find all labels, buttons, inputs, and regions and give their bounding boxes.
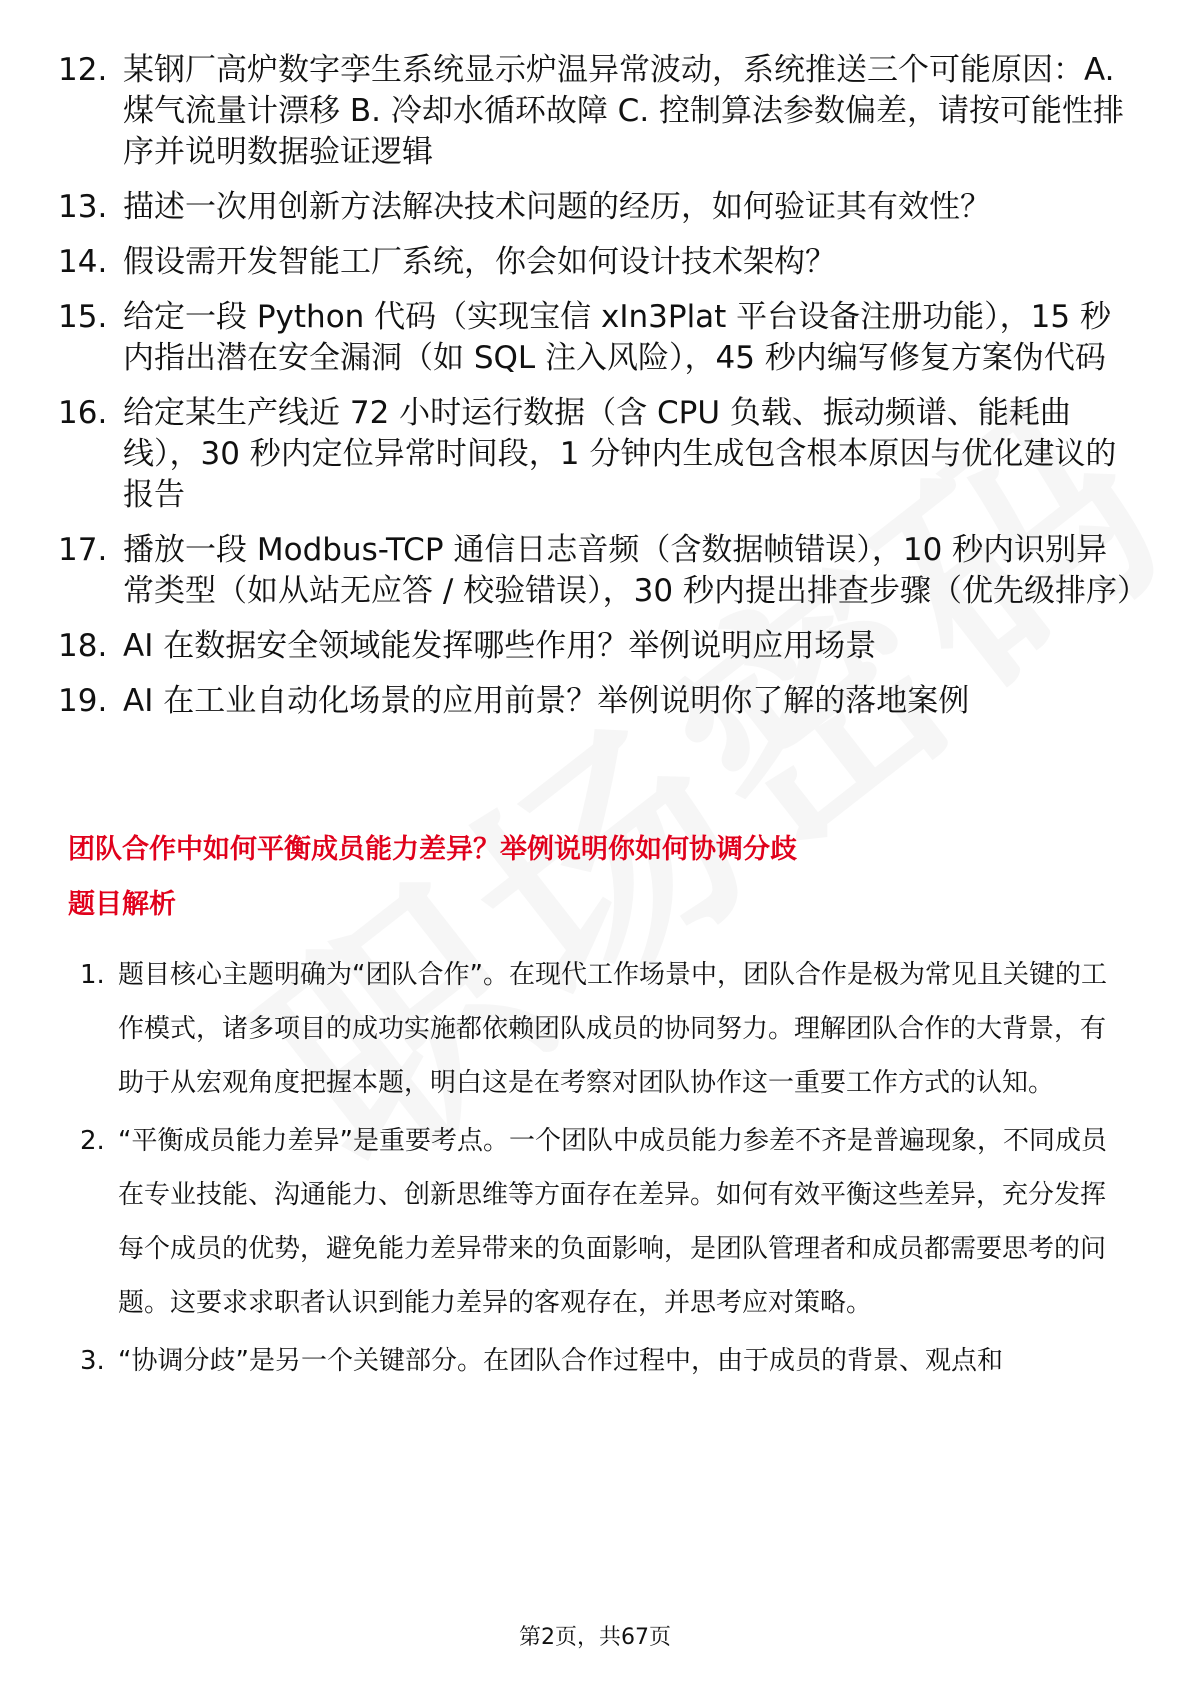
- question-heading: 团队合作中如何平衡成员能力差异？举例说明你如何协调分歧: [68, 834, 797, 865]
- question-text: 播放一段 Modbus-TCP 通信日志音频（含数据帧错误），10 秒内识别异常类型（如从站无应答 / 校验错误），30 秒内提出排查步骤（优先级排序）: [123, 532, 1148, 609]
- question-text: 描述一次用创新方法解决技术问题的经历，如何验证其有效性？: [123, 189, 991, 225]
- question-number: 15.: [58, 299, 108, 335]
- analysis-item: [80, 948, 1130, 1110]
- analysis-list: [80, 948, 1130, 1388]
- question-number: 12.: [58, 52, 108, 88]
- question-item: [58, 393, 1138, 516]
- question-number: 19.: [58, 683, 108, 719]
- question-text: 给定某生产线近 72 小时运行数据（含 CPU 负载、振动频谱、能耗曲线），30 秒内定位异常时间段，1 分钟内生成包含根本原因与优化建议的报告: [123, 395, 1117, 513]
- analysis-text: “协调分歧”是另一个关键部分。在团队合作过程中，由于成员的背景、观点和: [118, 1346, 1003, 1376]
- analysis-item: [80, 1334, 1130, 1388]
- question-number: 14.: [58, 244, 108, 280]
- page-number: 第2页，共67页: [519, 1625, 671, 1650]
- question-text: AI 在数据安全领域能发挥哪些作用？举例说明应用场景: [123, 628, 877, 664]
- question-item: [58, 50, 1138, 173]
- analysis-number: 2.: [80, 1126, 105, 1156]
- question-item: [58, 626, 1138, 667]
- question-text: 假设需开发智能工厂系统，你会如何设计技术架构？: [123, 244, 836, 280]
- question-number: 13.: [58, 189, 108, 225]
- analysis-heading: 题目解析: [68, 889, 176, 920]
- question-item: [58, 242, 1138, 283]
- question-item: [58, 187, 1138, 228]
- question-number: 16.: [58, 395, 108, 431]
- question-list: [58, 50, 1148, 736]
- analysis-number: 1.: [80, 960, 105, 990]
- question-text: 给定一段 Python 代码（实现宝信 xIn3Plat 平台设备注册功能），15 秒内指出潜在安全漏洞（如 SQL 注入风险），45 秒内编写修复方案伪代码: [123, 299, 1111, 376]
- question-number: 17.: [58, 532, 108, 568]
- question-item: [58, 681, 1138, 722]
- question-number: 18.: [58, 628, 108, 664]
- analysis-number: 3.: [80, 1346, 105, 1376]
- analysis-text: 题目核心主题明确为“团队合作”。在现代工作场景中，团队合作是极为常见且关键的工作模式，诸多项目的成功实施都依赖团队成员的协同努力。理解团队合作的大背景，有助于从宏观角度把握本题，明白这是在考察对团队协作这一重要工作方式的认知。: [118, 960, 1107, 1098]
- question-item: [58, 297, 1138, 379]
- analysis-item: [80, 1114, 1130, 1330]
- analysis-text: “平衡成员能力差异”是重要考点。一个团队中成员能力参差不齐是普遍现象，不同成员在专业技能、沟通能力、创新思维等方面存在差异。如何有效平衡这些差异，充分发挥每个成员的优势，避免能力差异带来的负面影响，是团队管理者和成员都需要思考的问题。这要求求职者认识到能力差异的客观存在，并思考应对策略。: [118, 1126, 1107, 1318]
- question-text: AI 在工业自动化场景的应用前景？举例说明你了解的落地案例: [123, 683, 970, 719]
- question-text: 某钢厂高炉数字孪生系统显示炉温异常波动，系统推送三个可能原因：A. 煤气流量计漂移 B. 冷却水循环故障 C. 控制算法参数偏差，请按可能性排序并说明数据验证逻辑: [123, 52, 1125, 170]
- question-item: [58, 530, 1148, 612]
